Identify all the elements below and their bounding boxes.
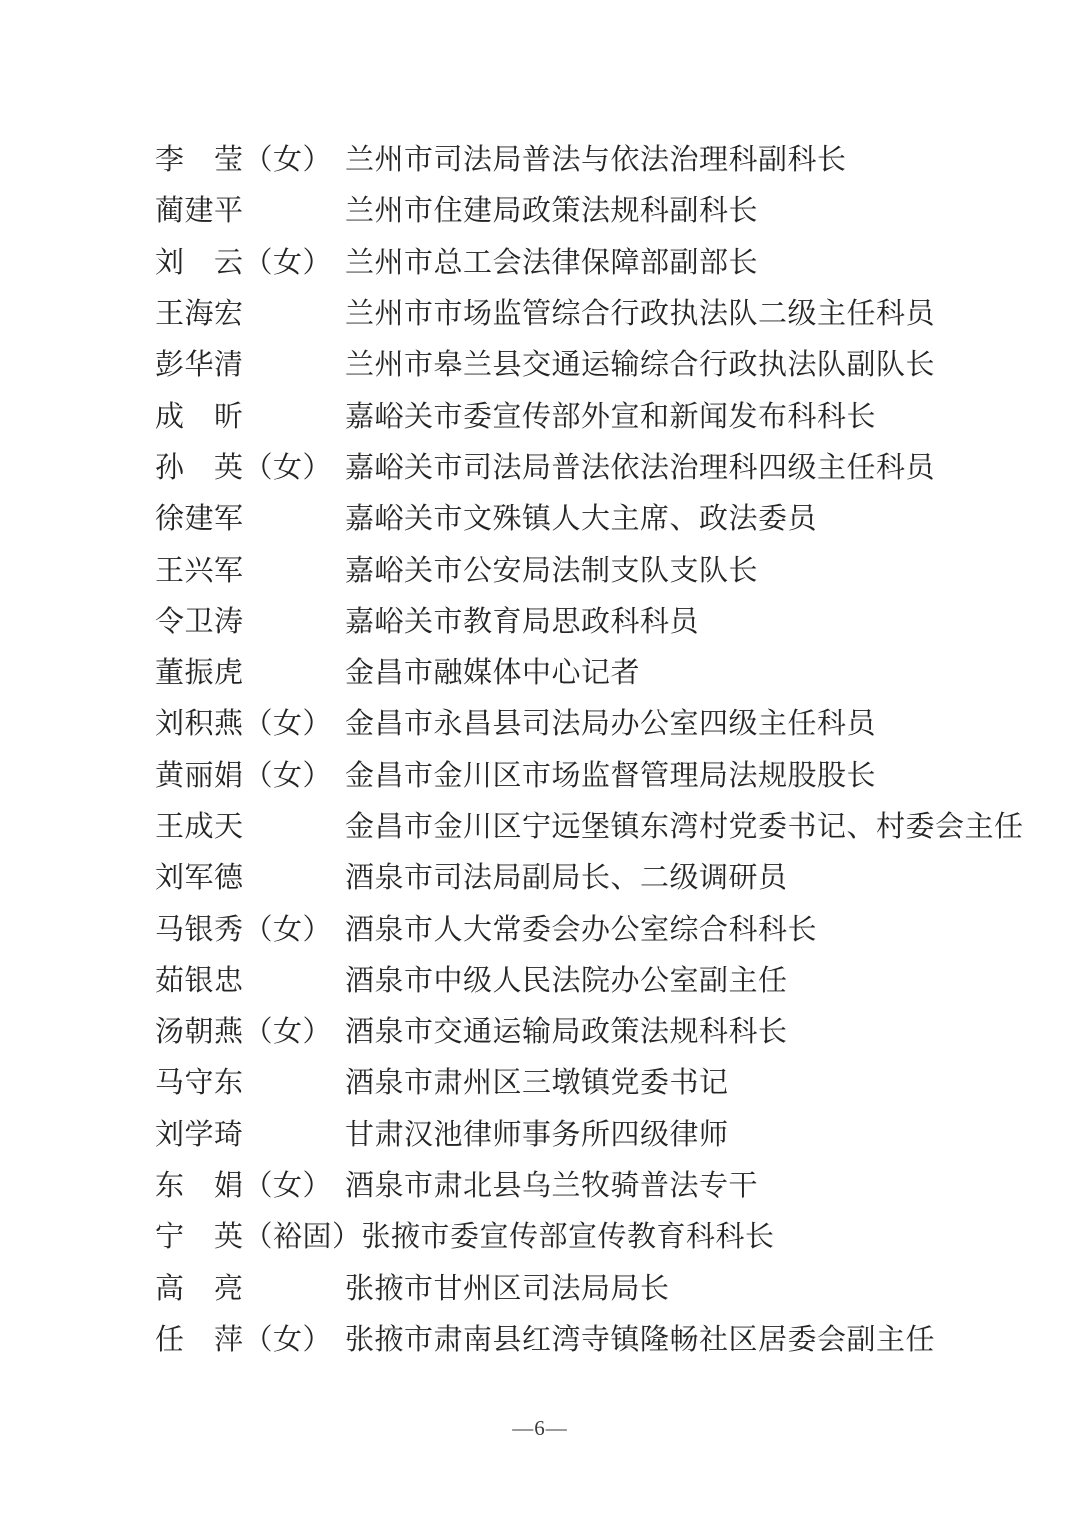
person-name: 黄丽娟（女） (155, 759, 333, 792)
roster-row (155, 235, 960, 286)
person-name: 王海宏 (155, 298, 244, 331)
roster-row (155, 901, 960, 952)
roster-row (155, 337, 960, 388)
person-name: 令卫涛 (155, 605, 244, 638)
person-name: 任 萍（女） (155, 1323, 333, 1356)
person-name: 孙 英（女） (155, 451, 333, 484)
roster-row (155, 491, 960, 542)
person-name: 王成天 (155, 811, 244, 843)
roster-row (155, 542, 960, 593)
person-title: 金昌市融媒体中心记者 (345, 657, 641, 690)
roster-row (155, 748, 960, 799)
person-title: 嘉峪关市文殊镇人大主席、政法委员 (345, 503, 818, 536)
person-title: 兰州市总工会法律保障部副部长 (345, 246, 759, 279)
person-name: 刘学琦 (155, 1118, 244, 1151)
person-name: 马守东 (155, 1067, 244, 1100)
roster-row (155, 1107, 960, 1158)
person-title: 甘肃汉池律师事务所四级律师 (345, 1118, 729, 1151)
person-name: 东 娟（女） (155, 1170, 333, 1203)
person-title: 兰州市皋兰县交通运输综合行政执法队副队长 (345, 349, 936, 382)
roster-row (155, 1312, 960, 1363)
person-name: 刘 云（女） (155, 246, 333, 279)
person-title: 酒泉市司法局副局长、二级调研员 (345, 862, 788, 895)
roster-row (155, 1055, 960, 1106)
person-name: 高 亮 (155, 1272, 244, 1305)
roster-row (155, 953, 960, 1004)
person-title: 兰州市住建局政策法规科副科长 (345, 195, 759, 228)
person-title: 酒泉市交通运输局政策法规科科长 (345, 1016, 788, 1049)
person-title: 嘉峪关市公安局法制支队支队长 (345, 554, 759, 587)
personnel-roster (155, 132, 1024, 1363)
person-title: 嘉峪关市司法局普法依法治理科四级主任科员 (345, 451, 936, 484)
roster-row (155, 1158, 960, 1209)
roster-row (155, 696, 960, 747)
roster-row (155, 286, 960, 337)
roster-row (155, 388, 960, 439)
person-title: 兰州市市场监管综合行政执法队二级主任科员 (345, 298, 936, 331)
roster-row (155, 594, 960, 645)
person-name: 王兴军 (155, 554, 244, 587)
person-name: 茹银忠 (155, 964, 244, 997)
person-title: 张掖市甘州区司法局局长 (345, 1272, 670, 1305)
person-title: 兰州市司法局普法与依法治理科副科长 (345, 144, 847, 177)
roster-row (155, 799, 1024, 850)
person-title: 酒泉市中级人民法院办公室副主任 (345, 964, 788, 997)
person-name: 马银秀（女） (155, 913, 333, 946)
person-title: 金昌市金川区市场监督管理局法规股股长 (345, 759, 877, 792)
person-name: 成 昕 (155, 400, 244, 433)
person-name: 李 莹（女） (155, 144, 333, 177)
person-title: 金昌市永昌县司法局办公室四级主任科员 (345, 708, 877, 741)
roster-row (155, 183, 960, 234)
roster-row (155, 1004, 960, 1055)
person-name: 董振虎 (155, 657, 244, 690)
roster-row (155, 1209, 960, 1260)
roster-row (155, 645, 960, 696)
person-name: 汤朝燕（女） (155, 1016, 333, 1049)
person-name: 徐建军 (155, 503, 244, 536)
person-title: 金昌市金川区宁远堡镇东湾村党委书记、村委会主任 (345, 811, 1024, 843)
roster-row (155, 850, 960, 901)
person-title: 酒泉市肃州区三墩镇党委书记 (345, 1067, 729, 1100)
person-name: 彭华清 (155, 349, 244, 382)
page-number: —6— (512, 1416, 568, 1440)
person-title: 酒泉市肃北县乌兰牧骑普法专干 (345, 1170, 759, 1203)
person-name: 刘军德 (155, 862, 244, 895)
person-name: 刘积燕（女） (155, 708, 333, 741)
roster-row (155, 132, 960, 183)
person-title: 张掖市肃南县红湾寺镇隆畅社区居委会副主任 (345, 1323, 936, 1356)
roster-row (155, 1261, 960, 1312)
person-title: 嘉峪关市教育局思政科科员 (345, 605, 700, 638)
person-name: 宁 英（裕固） (155, 1221, 362, 1254)
person-title: 张掖市委宣传部宣传教育科科长 (361, 1221, 775, 1254)
person-title: 嘉峪关市委宣传部外宣和新闻发布科科长 (345, 400, 877, 433)
person-name: 蔺建平 (155, 195, 244, 228)
roster-row (155, 440, 960, 491)
person-title: 酒泉市人大常委会办公室综合科科长 (345, 913, 818, 946)
